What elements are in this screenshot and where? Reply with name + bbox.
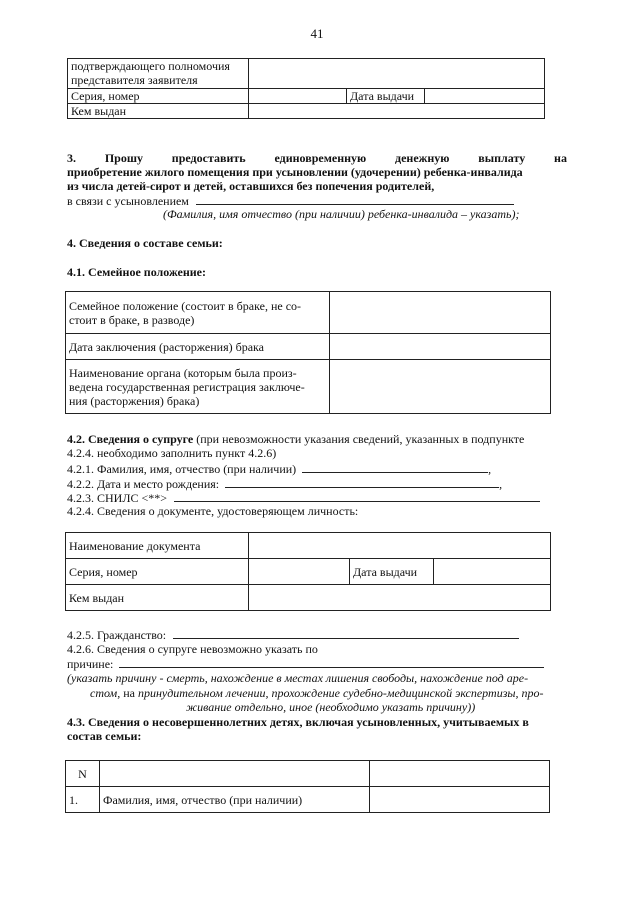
reason-hint-line3: живание отдельно, иное (необходимо указать причину)) bbox=[186, 700, 476, 714]
section42-line2: 4.2.4. необходимо заполнить пункт 4.2.6) bbox=[67, 446, 277, 460]
citizenship-field[interactable] bbox=[173, 627, 519, 639]
adoptee-name-field[interactable] bbox=[196, 193, 514, 205]
doc-name-value[interactable] bbox=[249, 533, 551, 559]
doc-issued-value[interactable] bbox=[249, 585, 551, 611]
children-row1-label: Фамилия, имя, отчество (при наличии) bbox=[100, 787, 370, 813]
citizenship-row: 4.2.5. Гражданство: bbox=[67, 627, 519, 642]
doc-issued-label: Кем выдан bbox=[66, 585, 249, 611]
section43-line2: состав семьи: bbox=[67, 729, 142, 743]
section42-title: 4.2. Сведения о супруге (при невозможности указания сведений, указанных в подпункте bbox=[67, 432, 525, 446]
representative-doc-table bbox=[67, 58, 545, 119]
section3-line4: в связи с усыновлением bbox=[67, 193, 514, 208]
children-row1-n: 1. bbox=[66, 787, 100, 813]
spouse-doc-table bbox=[65, 532, 551, 611]
spouse-birth-row: 4.2.2. Дата и место рождения: , bbox=[67, 477, 503, 491]
page-number: 41 bbox=[310, 26, 324, 41]
reason-hint-line2: стом, на принудительном лечении, прохождение судебно-медицинской экспертизы, про- bbox=[90, 686, 544, 700]
doc-date-label: Дата выдачи bbox=[350, 559, 434, 585]
registry-org-value[interactable] bbox=[330, 360, 551, 414]
representative-doc-label: подтверждающего полномочия представителя заявителя bbox=[68, 59, 249, 89]
doc-series-label: Серия, номер bbox=[66, 559, 249, 585]
section3-line1: 3. Прошу предоставить единовременную денежную выплату на bbox=[67, 151, 567, 165]
children-header-col3 bbox=[370, 761, 550, 787]
series-value[interactable] bbox=[249, 89, 347, 104]
spouse-snils-row: 4.2.3. СНИЛС <**> bbox=[67, 490, 540, 505]
registry-org-label: Наименование органа (которым была произ- ведена государственная регистрация заключе- ния (расторжения) брака) bbox=[66, 360, 330, 414]
spouse-name-row: 4.2.1. Фамилия, имя, отчество (при наличии) , bbox=[67, 462, 492, 476]
marital-status-table bbox=[65, 291, 551, 414]
section3-line2: приобретение жилого помещения при усыновлении (удочерении) ребенка-инвалида bbox=[67, 165, 523, 179]
reason-field[interactable] bbox=[119, 656, 544, 668]
section3-hint: (Фамилия, имя отчество (при наличии) ребенка-инвалида – указать); bbox=[163, 207, 520, 221]
marriage-date-label: Дата заключения (расторжения) брака bbox=[66, 334, 330, 360]
spouse-snils-field[interactable] bbox=[174, 490, 540, 502]
issued-label: Кем выдан bbox=[68, 104, 249, 119]
representative-doc-value[interactable] bbox=[249, 59, 545, 89]
spouse-birth-field[interactable] bbox=[225, 476, 499, 488]
series-label: Серия, номер bbox=[68, 89, 249, 104]
date-label: Дата выдачи bbox=[347, 89, 425, 104]
section3-line3: из числа детей-сирот и детей, оставшихся без попечения родителей, bbox=[67, 179, 435, 193]
reason-row: причине: bbox=[67, 656, 544, 671]
section4-title: 4. Сведения о составе семьи: bbox=[67, 236, 223, 250]
date-value[interactable] bbox=[425, 89, 545, 104]
marital-status-value[interactable] bbox=[330, 292, 551, 334]
section43-line1: 4.3. Сведения о несовершеннолетних детях, включая усыновленных, учитываемых в bbox=[67, 715, 529, 729]
section41-title: 4.1. Семейное положение: bbox=[67, 265, 207, 279]
children-header-n: N bbox=[66, 761, 100, 787]
doc-series-value[interactable] bbox=[249, 559, 350, 585]
doc-date-value[interactable] bbox=[434, 559, 551, 585]
issued-value[interactable] bbox=[249, 104, 545, 119]
marital-status-label: Семейное положение (состоит в браке, не со- стоит в браке, в разводе) bbox=[66, 292, 330, 334]
no-spouse-info-row: 4.2.6. Сведения о супруге невозможно указать по bbox=[67, 642, 318, 656]
children-header-col2 bbox=[100, 761, 370, 787]
spouse-name-field[interactable] bbox=[302, 461, 488, 473]
spouse-doc-row: 4.2.4. Сведения о документе, удостоверяющем личность: bbox=[67, 504, 359, 518]
marriage-date-value[interactable] bbox=[330, 334, 551, 360]
doc-name-label: Наименование документа bbox=[66, 533, 249, 559]
children-table bbox=[65, 760, 550, 813]
children-row1-value[interactable] bbox=[370, 787, 550, 813]
reason-hint-line1: (указать причину - смерть, нахождение в местах лишения свободы, нахождение под аре- bbox=[67, 671, 529, 685]
